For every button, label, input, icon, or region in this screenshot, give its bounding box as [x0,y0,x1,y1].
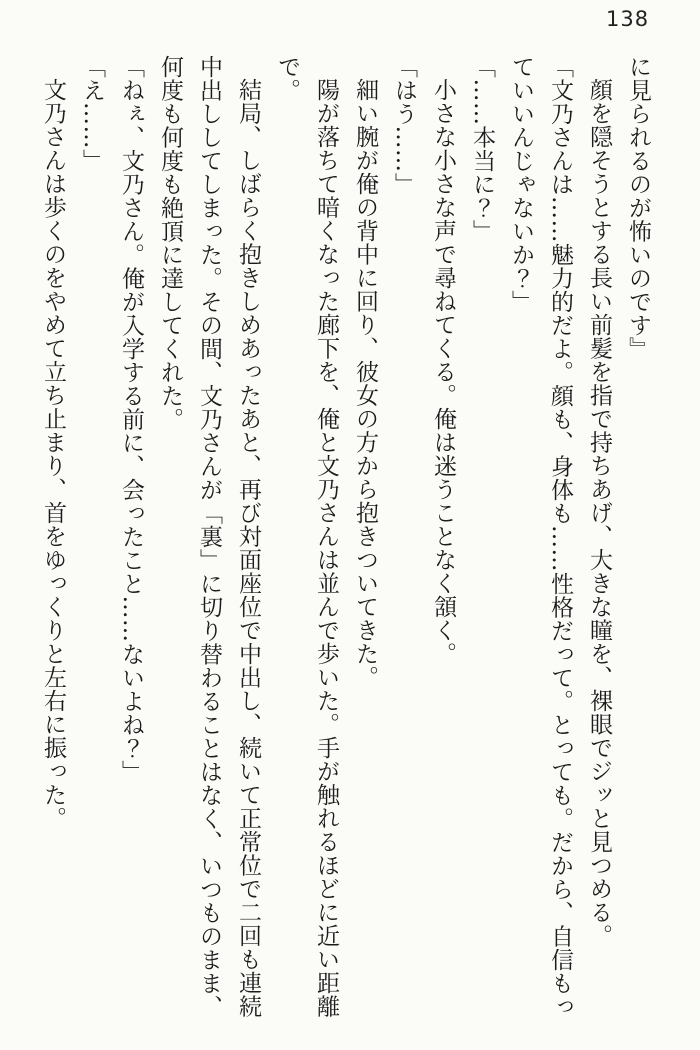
paragraph: 陽が落ちて暗くなった廊下を、俺と文乃さんは並んで歩いた。手が触れるほどに近い距離で。 [274,55,339,1018]
paragraph: 顔を隠そうとする長い前髪を指で持ちあげ、大きな瞳を、裸眼でジッと見つめる。 [586,78,612,948]
text-area [33,55,657,1040]
paragraph: 文乃さんは歩くのをやめて立ち止まり、首をゆっくりと左右に振った。 [40,78,66,830]
paragraph: 小さな小さな声で尋ねてくる。俺は迷うことなく頷く。 [430,78,456,666]
paragraph: 結局、しばらく抱きしめあったあと、再び対面座位で中出し、続いて正常位で二回も連続中出ししてしまった。その間、文乃さんが「裏」に切り替わることはなく、いつものまま、何度も何度も絶頂に達してくれた。 [157,55,261,1019]
paragraph: に見られるのが怖いのです』 [625,55,651,361]
paragraph: 「え……」 [79,55,105,173]
paragraph: 「文乃さんは……魅力的だよ。顔も、身体も……性格だって。とっても。だから、自信もっていいんじゃないか？」 [508,55,573,1019]
paragraph: 「ねぇ、文乃さん。俺が入学する前に、会ったこと……ないよね？」 [118,55,144,784]
paragraph: 「はう……」 [391,55,417,196]
paragraph: 細い腕が俺の背中に回り、彼女の方から抱きついてきた。 [352,78,378,689]
page-number: 138 [606,7,650,31]
paragraph: 「……本当に？」 [469,55,495,243]
